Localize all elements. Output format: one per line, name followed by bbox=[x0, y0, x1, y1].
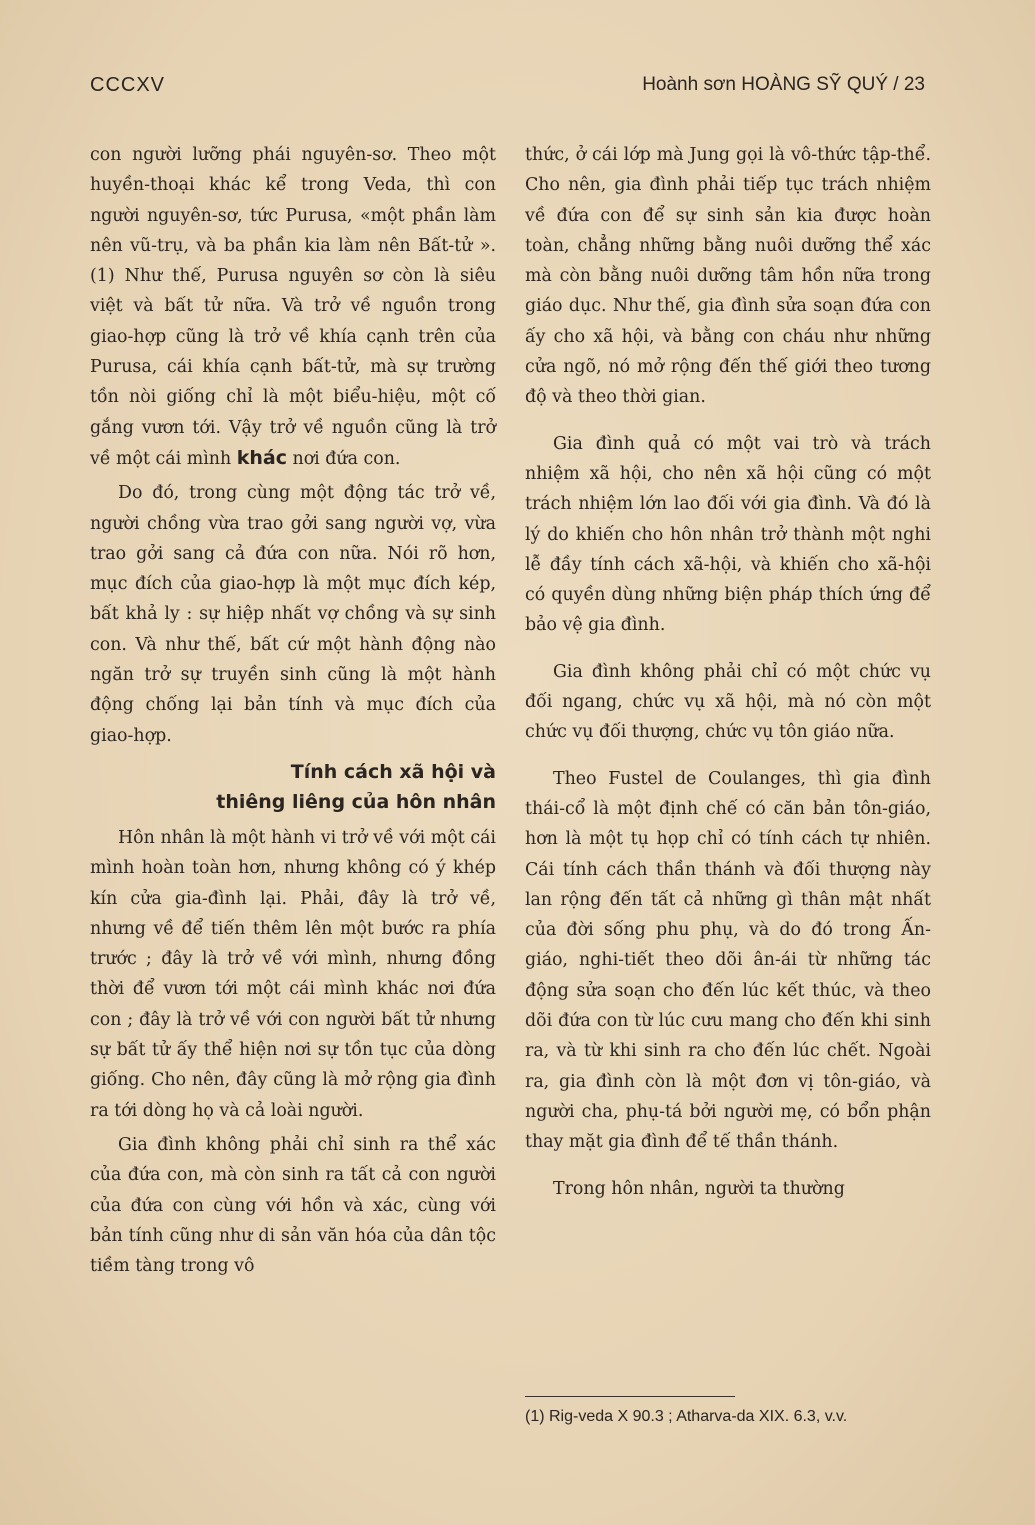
paragraph: Theo Fustel de Coulanges, thì gia đình thái-cổ là một định chế có căn bản tôn-giáo, hơn là một tụ họp chỉ có tính cách tự nhiên. Cái tính cách thần thánh và đối thượng này lan rộng đến tất cả những gì thân mật nhất của đời sống phu phụ, và do đó trong Ấn-giáo, nghi-tiết theo dõi ân-ái từ những tác động sửa soạn cho đến lúc kết thúc, và theo dõi đứa con từ lúc cưu mang cho đến khi sinh ra, và từ khi sinh ra cho đến lúc chết. Ngoài ra, gia đình còn là một đơn vị tôn-giáo, và người cha, phụ-tá bởi người mẹ, có bổn phận thay mặt gia đình để tế thần thánh. bbox=[525, 768, 931, 1153]
footnote: (1) Rig-veda X 90.3 ; Atharva-da XIX. 6.3, v.v. bbox=[525, 1408, 848, 1425]
right-column bbox=[525, 140, 931, 1204]
paragraph: Gia đình quả có một vai trò và trách nhiệm xã hội, cho nên xã hội cũng có một trách nhiệm lớn lao đối với gia đình. Và đó là lý do khiến cho hôn nhân trở thành một nghi lễ đầy tính cách xã-hội, và khiến cho xã-hội có quyền dùng những biện pháp thích ứng để bảo vệ gia đình. bbox=[525, 433, 931, 636]
paragraph: con người lưỡng phái nguyên-sơ. Theo một huyền-thoại khác kể trong Veda, thì con người nguyên-sơ, tức Purusa, «một phần làm nên vũ-trụ, và ba phần kia làm nên Bất-tử ». (1) Như thế, Purusa nguyên sơ còn là siêu việt và bất tử nữa. Và trở về nguồn trong giao-hợp cũng là trở về khía cạnh trên của Purusa, cái khía cạnh bất-tử, mà sự trường tồn nòi giống chỉ là một biểu-hiệu, một cố gắng vươn tới. Vậy trở về nguồn cũng là trở về một cái mình khác nơi đứa con. bbox=[90, 145, 496, 469]
page-label: CCCXV bbox=[90, 74, 166, 96]
page-header bbox=[90, 74, 925, 104]
paragraph: Hôn nhân là một hành vi trở về với một cái mình hoàn toàn hơn, nhưng không có ý khép kín cửa gia-đình lại. Phải, đây là trở về, nhưng về để tiến thêm lên một bước ra phía trước ; đây là trở về với mình, nhưng đồng thời để vươn tới một cái mình khác nơi đứa con ; đây là trở về với con người bất tử nhưng sự bất tử ấy thể hiện nơi sự tồn tục của dòng giống. Cho nên, đây cũng là mở rộng gia đình ra tới dòng họ và cả loài người. bbox=[90, 827, 496, 1121]
emphasis-word: khác bbox=[236, 446, 287, 469]
footnote-divider bbox=[525, 1396, 735, 1397]
section-heading: Tính cách xã hội và thiêng liêng của hôn nhân bbox=[216, 760, 496, 813]
paragraph: thức, ở cái lớp mà Jung gọi là vô-thức tập-thể. Cho nên, gia đình phải tiếp tục trách nhiệm về đứa con để sự sinh sản kia được hoàn toàn, chẳng những bằng nuôi dưỡng thể xác mà còn bằng nuôi dưỡng tâm hồn nữa trong giáo dục. Như thế, gia đình sửa soạn đứa con ấy cho xã hội, và bằng con cháu như những cửa ngõ, nó mở rộng đến thế giới theo tương độ và theo thời gian. bbox=[525, 145, 931, 408]
paragraph: Do đó, trong cùng một động tác trở về, người chồng vừa trao gởi sang người vợ, vừa trao gởi sang cả đứa con nữa. Nói rõ hơn, mục đích của giao-hợp là một mục đích kép, bất khả ly : sự hiệp nhất vợ chồng và sự sinh con. Và như thế, bất cứ một hành động nào ngăn trở sự truyền sinh cũng là một hành động chống lại bản tính và mục đích của giao-hợp. bbox=[90, 483, 496, 746]
left-column bbox=[90, 140, 496, 1281]
paragraph: Gia đình không phải chỉ sinh ra thể xác của đứa con, mà còn sinh ra tất cả con người của đứa con cùng với hồn và xác, cùng với bản tính cũng như di sản văn hóa của dân tộc tiềm tàng trong vô bbox=[90, 1134, 496, 1277]
running-title: Hoành sơn HOÀNG SỸ QUÝ / 23 bbox=[642, 74, 925, 95]
paragraph: Trong hôn nhân, người ta thường bbox=[553, 1178, 845, 1199]
paragraph: Gia đình không phải chỉ có một chức vụ đối ngang, chức vụ xã hội, mà nó còn một chức vụ đối thượng, chức vụ tôn giáo nữa. bbox=[525, 661, 931, 743]
